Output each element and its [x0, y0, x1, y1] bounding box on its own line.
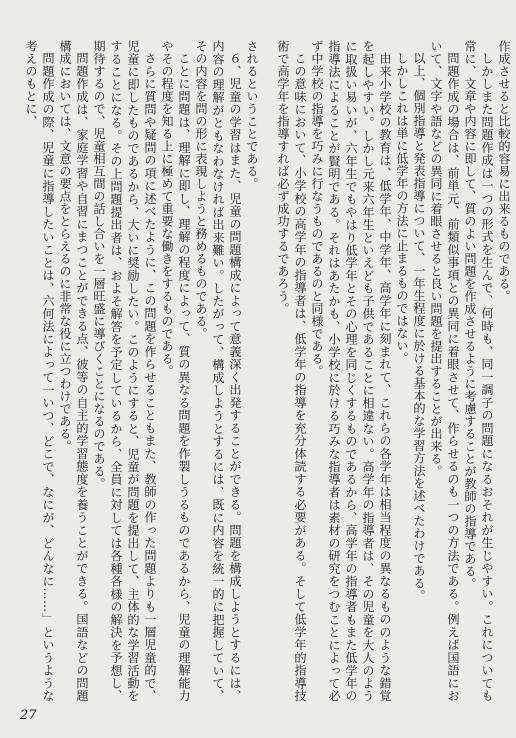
paragraph: ことに問題は、理解に即し、理解の程度によって、質の異なる問題を作製しうるものであるから、児童の理解能力やその程度を知る上に極めて重要な働きをするものである。 — [160, 40, 191, 702]
paragraph: ６、児童の学習はまた、児童の問題構成によって意義深く出発することができる。問題を構成しようとするには、内容の理解がともなわなければ出来難い。したがって、構成しようとするには、既に内容を統一的に把握していて、その内容を問の形に表現しようと務めるものである。 — [194, 40, 242, 702]
paragraph: 由来小学校の教育は、低学年、中学年、高学年に刻まれて、これらの各学年は相当程度の異なるもののような錯覚を起しやすい。しかし元来六年生といえども子供であることに相違ない。高学年の指導者は、その児童を大人のように取扱い易いが、六年生でもやはり低学年とその心理を同じくするものであるから、高学年の指導者もまた低学年の指導法によることが賢明である。それはあたかも、小学校に於ける巧みな指導者は素材の研究をつむことによって必ず中学校の指導を巧みに行なうものであるのと同様である。 — [310, 40, 392, 702]
paragraph: 問題作成は、家庭学習や自習にまつことができる点、彼等の自主的学習態度を養うことができる。国語などの問題構成においては、文意の要点をとらえるのに非常な役に立つわけである。 — [58, 40, 89, 702]
right-column-text — [4, 40, 260, 702]
paragraph: この意味において、小学校の高学年の指導者は、低学年の指導を充分体読する必要がある。そして低学年的指導技術で高学年を指導すれば必ず成功するであろう。 — [276, 40, 307, 702]
paragraph: しかしまた問題作成は一つの形式を生んで、何時も、同一調子の問題になるおそれが生じやすい。これについても常に、文章や内容に即して、質のよい問題を作成させるように考慮することが教師の指導である。 — [463, 40, 494, 702]
paragraph: 以上、個別指導と発表指導について、一年生程度に於ける基本的な学習方法を述べたわけである。 — [412, 52, 426, 603]
paragraph: 作成させると比較的容易に出来るものである。 — [497, 40, 511, 303]
paragraph: されるということである。 — [245, 40, 259, 190]
paragraph: しかしこれは単に低学年の方法に止まるものではない。 — [395, 52, 409, 365]
paragraph: 問題作成の際、児童に指導したいことは、六何法によって一いつ、どこで、なにが、どんなに……」というような考えのもとに、 — [24, 40, 55, 702]
left-column-text — [268, 40, 512, 702]
paragraph: さらに質問や疑問の項に述べたように、この問題を作らせることもまた、教師の作った問題よりも一層児童的で、児童に即したものであるから、大いに奨励したい。このようにすると、児童が問題を提出して、主体的な学習活動をすることになる。その上問題提出者は、およそ解答を予定しているから、全員に対しては各種各様の解決を予想し、期待するので、児童相互間の話し合いを一層旺盛に導びくことになるのである。 — [92, 40, 157, 702]
page-number: 27 — [20, 708, 37, 723]
paragraph: 問題作成の場合は、前単元、前類似事項との異同に着眼させて、作らせるのも一つの方法である。例えば国語において、文字や語などの異同に着眼させると良い問題を提出することが出来る。 — [429, 40, 460, 702]
